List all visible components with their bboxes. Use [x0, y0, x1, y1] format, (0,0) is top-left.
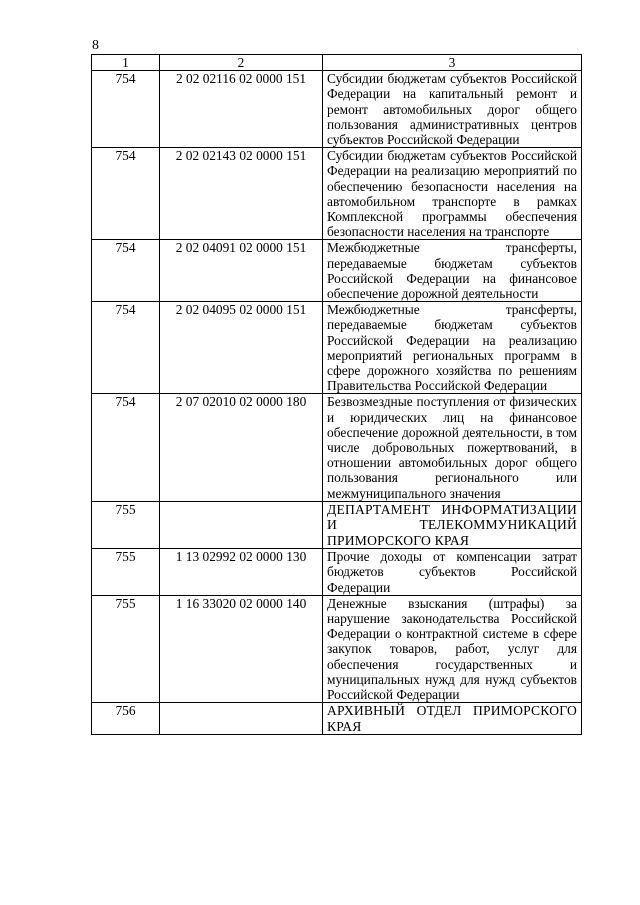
budget-code-cell: 2 07 02010 02 0000 180 — [160, 394, 323, 501]
revenue-name-cell: Межбюджетные трансферты, передаваемые бюджетам субъектов Российской Федерации на финансовое обеспечение дорожной деятельности — [323, 240, 582, 302]
admin-code-cell: 756 — [92, 703, 160, 735]
department-name-cell: АРХИВНЫЙ ОТДЕЛ ПРИМОРСКОГО КРАЯ — [323, 703, 582, 735]
column-header-2: 2 — [160, 55, 323, 71]
budget-code-cell: 2 02 04095 02 0000 151 — [160, 302, 323, 394]
table-row — [92, 302, 582, 394]
admin-code-cell: 754 — [92, 148, 160, 240]
revenue-name-cell: Безвозмездные поступления от физических и юридических лиц на финансовое обеспечение дорожной деятельности, в том числе добровольных пожертвований, в отношении автомобильных дорог общего пользования регионального или межмуниципального значения — [323, 394, 582, 501]
admin-code-cell: 755 — [92, 549, 160, 596]
budget-code-cell — [160, 703, 323, 735]
revenue-name-cell: Субсидии бюджетам субъектов Российской Федерации на реализацию мероприятий по обеспечению безопасности населения на автомобильном транспорте в рамках Комплексной программы обеспечения безопасности населения на транспорте — [323, 148, 582, 240]
admin-code-cell: 754 — [92, 394, 160, 501]
table-row — [92, 549, 582, 596]
budget-code-cell — [160, 501, 323, 548]
revenue-name-cell: Прочие доходы от компенсации затрат бюджетов субъектов Российской Федерации — [323, 549, 582, 596]
revenue-name-cell: Денежные взыскания (штрафы) за нарушение законодательства Российской Федерации о контрактной системе в сфере закупок товаров, работ, услуг для обеспечения государственных и муниципальных нужд для нужд субъектов Российской Федерации — [323, 595, 582, 702]
table-row — [92, 71, 582, 148]
admin-code-cell: 754 — [92, 240, 160, 302]
table-row — [92, 148, 582, 240]
admin-code-cell: 754 — [92, 71, 160, 148]
admin-code-cell: 755 — [92, 501, 160, 548]
table-row — [92, 240, 582, 302]
revenue-name-cell: Субсидии бюджетам субъектов Российской Федерации на капитальный ремонт и ремонт автомобильных дорог общего пользования административных центров субъектов Российской Федерации — [323, 71, 582, 148]
budget-code-cell: 1 13 02992 02 0000 130 — [160, 549, 323, 596]
budget-code-cell: 2 02 04091 02 0000 151 — [160, 240, 323, 302]
column-header-1: 1 — [92, 55, 160, 71]
revenue-codes-table — [91, 54, 582, 735]
admin-code-cell: 754 — [92, 302, 160, 394]
table-row — [92, 394, 582, 501]
table-row — [92, 595, 582, 702]
admin-code-cell: 755 — [92, 595, 160, 702]
table-row-department — [92, 501, 582, 548]
budget-code-cell: 1 16 33020 02 0000 140 — [160, 595, 323, 702]
department-name-cell: ДЕПАРТАМЕНТ ИНФОРМАТИЗАЦИИ И ТЕЛЕКОММУНИКАЦИЙ ПРИМОРСКОГО КРАЯ — [323, 501, 582, 548]
budget-code-cell: 2 02 02143 02 0000 151 — [160, 148, 323, 240]
budget-code-cell: 2 02 02116 02 0000 151 — [160, 71, 323, 148]
table-header-row — [92, 55, 582, 71]
table-row-department — [92, 703, 582, 735]
revenue-name-cell: Межбюджетные трансферты, передаваемые бюджетам субъектов Российской Федерации на реализацию мероприятий региональных программ в сфере дорожного хозяйства по решениям Правительства Российской Федерации — [323, 302, 582, 394]
column-header-3: 3 — [323, 55, 582, 71]
page-number: 8 — [92, 38, 99, 53]
